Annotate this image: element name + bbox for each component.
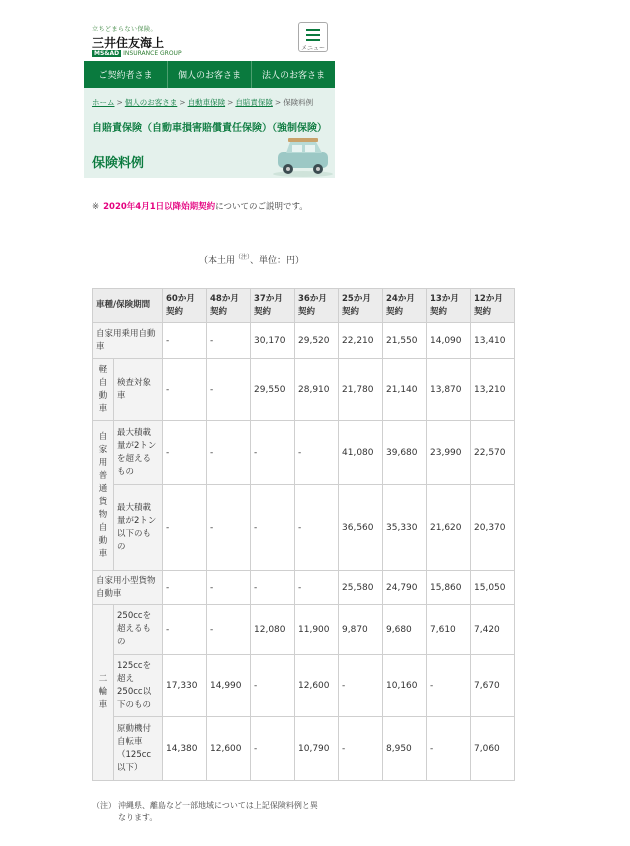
nav-individual[interactable]: 個人のお客さま (168, 61, 252, 88)
hamburger-icon-bar (306, 34, 320, 36)
cell-value: 7,670 (471, 655, 515, 717)
row-label: 検査対象車 (114, 359, 163, 421)
breadcrumb-current: 保険料例 (283, 98, 314, 107)
hamburger-icon (306, 29, 320, 31)
cell-value: 7,420 (471, 605, 515, 655)
cell-value: 36,560 (339, 485, 383, 571)
cell-value: 14,990 (207, 655, 251, 717)
header-period: 24か月契約 (383, 289, 427, 323)
cell-value: 14,380 (163, 717, 207, 781)
logo-tagline: 立ちどまらない保険。 (92, 26, 158, 33)
main-nav (84, 61, 335, 88)
breadcrumb-home[interactable]: ホーム (92, 98, 115, 107)
breadcrumb-separator: > (274, 98, 282, 107)
row-label: 最大積載量が2トン以下のもの (114, 485, 163, 571)
cell-value: 12,600 (207, 717, 251, 781)
row-label: 原動機付自転車（125cc以下） (114, 717, 163, 781)
breadcrumb-individual[interactable]: 個人のお客さま (124, 98, 178, 107)
header-period: 36か月契約 (295, 289, 339, 323)
cell-value: - (163, 359, 207, 421)
header-period: 13か月契約 (427, 289, 471, 323)
group-label-text: 二輪車 (98, 674, 108, 710)
breadcrumb-jibaiseki[interactable]: 自賠責保険 (235, 98, 273, 107)
group-label (93, 421, 114, 571)
footnote-text: 沖縄県、離島など一部地域については上記保険料例と異なります。 (118, 801, 318, 822)
page-subtitle: 保険料例 (92, 156, 145, 171)
cell-value: 13,870 (427, 359, 471, 421)
cell-value: 9,680 (383, 605, 427, 655)
row-label: 自家用乗用自動車 (93, 323, 163, 359)
table-row (93, 485, 515, 571)
cell-value: 13,410 (471, 323, 515, 359)
cell-value: - (251, 717, 295, 781)
cell-value: 15,050 (471, 571, 515, 605)
cell-value: 12,600 (295, 655, 339, 717)
table-row (93, 421, 515, 485)
notice-highlight: 2020年4月1日以降始期契約 (103, 202, 216, 212)
cell-value: 13,210 (471, 359, 515, 421)
cell-value: - (339, 655, 383, 717)
cell-value: - (163, 571, 207, 605)
cell-value: 25,580 (339, 571, 383, 605)
unit-note (199, 252, 304, 266)
group-label-text: 自家用普通貨物自動車 (98, 431, 108, 559)
menu-label: メニュー (300, 45, 325, 52)
cell-value: 35,330 (383, 485, 427, 571)
hamburger-icon-bar (306, 39, 320, 41)
nav-corporate[interactable]: 法人のお客さま (261, 71, 325, 81)
cell-value: - (295, 421, 339, 485)
group-logo (92, 50, 182, 57)
cell-value: 22,210 (339, 323, 383, 359)
cell-value: 17,330 (163, 655, 207, 717)
cell-value: - (251, 655, 295, 717)
table-header-row (93, 289, 515, 323)
cell-value: 12,080 (251, 605, 295, 655)
footnote (92, 800, 332, 824)
cell-value: 28,910 (295, 359, 339, 421)
cell-value: - (295, 571, 339, 605)
unit-note-suffix: 、単位：円） (250, 256, 305, 266)
cell-value: - (207, 421, 251, 485)
page-hero (84, 88, 335, 178)
breadcrumb-separator: > (227, 98, 234, 107)
cell-value: - (251, 421, 295, 485)
cell-value: 30,170 (251, 323, 295, 359)
notice-body: についてのご説明です。 (215, 202, 308, 212)
site-header (84, 14, 336, 60)
table-row (93, 571, 515, 605)
car-illustration-icon (272, 136, 334, 178)
cell-value: - (163, 323, 207, 359)
cell-value: 29,520 (295, 323, 339, 359)
cell-value: 10,160 (383, 655, 427, 717)
table-row (93, 717, 515, 781)
header-vehicle-period: 車種/保険期間 (93, 289, 163, 323)
cell-value: - (427, 717, 471, 781)
header-period: 12か月契約 (471, 289, 515, 323)
cell-value: - (251, 571, 295, 605)
header-period: 60か月契約 (163, 289, 207, 323)
cell-value: 21,780 (339, 359, 383, 421)
cell-value: - (163, 485, 207, 571)
cell-value: 7,610 (427, 605, 471, 655)
group-label (93, 359, 114, 421)
group-label (93, 605, 114, 781)
page-title: 自賠責保険（自動車損害賠償責任保険）（強制保険） (92, 123, 327, 134)
cell-value: 15,860 (427, 571, 471, 605)
menu-button[interactable] (298, 22, 328, 52)
cell-value: 29,550 (251, 359, 295, 421)
group-name: INSURANCE GROUP (123, 50, 182, 57)
cell-value: 14,090 (427, 323, 471, 359)
group-label-text: 軽自動車 (98, 364, 108, 414)
unit-note-prefix: （本土用 (199, 256, 236, 266)
cell-value: - (207, 323, 251, 359)
cell-value: - (207, 571, 251, 605)
header-period: 25か月契約 (339, 289, 383, 323)
cell-value: 11,900 (295, 605, 339, 655)
unit-note-sup: （注） (235, 254, 251, 261)
table-row (93, 323, 515, 359)
cell-value: 7,060 (471, 717, 515, 781)
nav-contractors[interactable]: ご契約者さま (84, 61, 168, 88)
cell-value: 24,790 (383, 571, 427, 605)
breadcrumb-separator: > (116, 98, 123, 107)
cell-value: - (339, 717, 383, 781)
row-label: 自家用小型貨物自動車 (93, 571, 163, 605)
cell-value: - (207, 359, 251, 421)
breadcrumb-auto[interactable]: 自動車保険 (187, 98, 226, 107)
breadcrumb-separator: > (179, 98, 186, 107)
cell-value: 22,570 (471, 421, 515, 485)
row-label: 250ccを超えるもの (114, 605, 163, 655)
table-row (93, 605, 515, 655)
breadcrumb (92, 97, 313, 108)
header-period: 48か月契約 (207, 289, 251, 323)
table-row (93, 655, 515, 717)
cell-value: 20,370 (471, 485, 515, 571)
footnote-mark: （注） (92, 801, 116, 810)
notice-text (92, 201, 327, 213)
cell-value: 21,550 (383, 323, 427, 359)
cell-value: - (163, 421, 207, 485)
cell-value: - (427, 655, 471, 717)
cell-value: 21,140 (383, 359, 427, 421)
cell-value: 8,950 (383, 717, 427, 781)
cell-value: 9,870 (339, 605, 383, 655)
cell-value: - (295, 485, 339, 571)
cell-value: 39,680 (383, 421, 427, 485)
msad-badge: MS&AD (94, 50, 120, 57)
cell-value: 41,080 (339, 421, 383, 485)
row-label: 125ccを超え250cc以下のもの (114, 655, 163, 717)
cell-value: - (251, 485, 295, 571)
notice-mark: ※ (92, 202, 100, 212)
cell-value: - (163, 605, 207, 655)
cell-value: 23,990 (427, 421, 471, 485)
cell-value: 10,790 (295, 717, 339, 781)
row-label: 最大積載量が2トンを超えるもの (114, 421, 163, 485)
cell-value: - (207, 485, 251, 571)
cell-value: - (207, 605, 251, 655)
premium-table (92, 288, 515, 781)
header-period: 37か月契約 (251, 289, 295, 323)
cell-value: 21,620 (427, 485, 471, 571)
table-row (93, 359, 515, 421)
company-logo[interactable]: 三井住友海上 (92, 36, 165, 50)
